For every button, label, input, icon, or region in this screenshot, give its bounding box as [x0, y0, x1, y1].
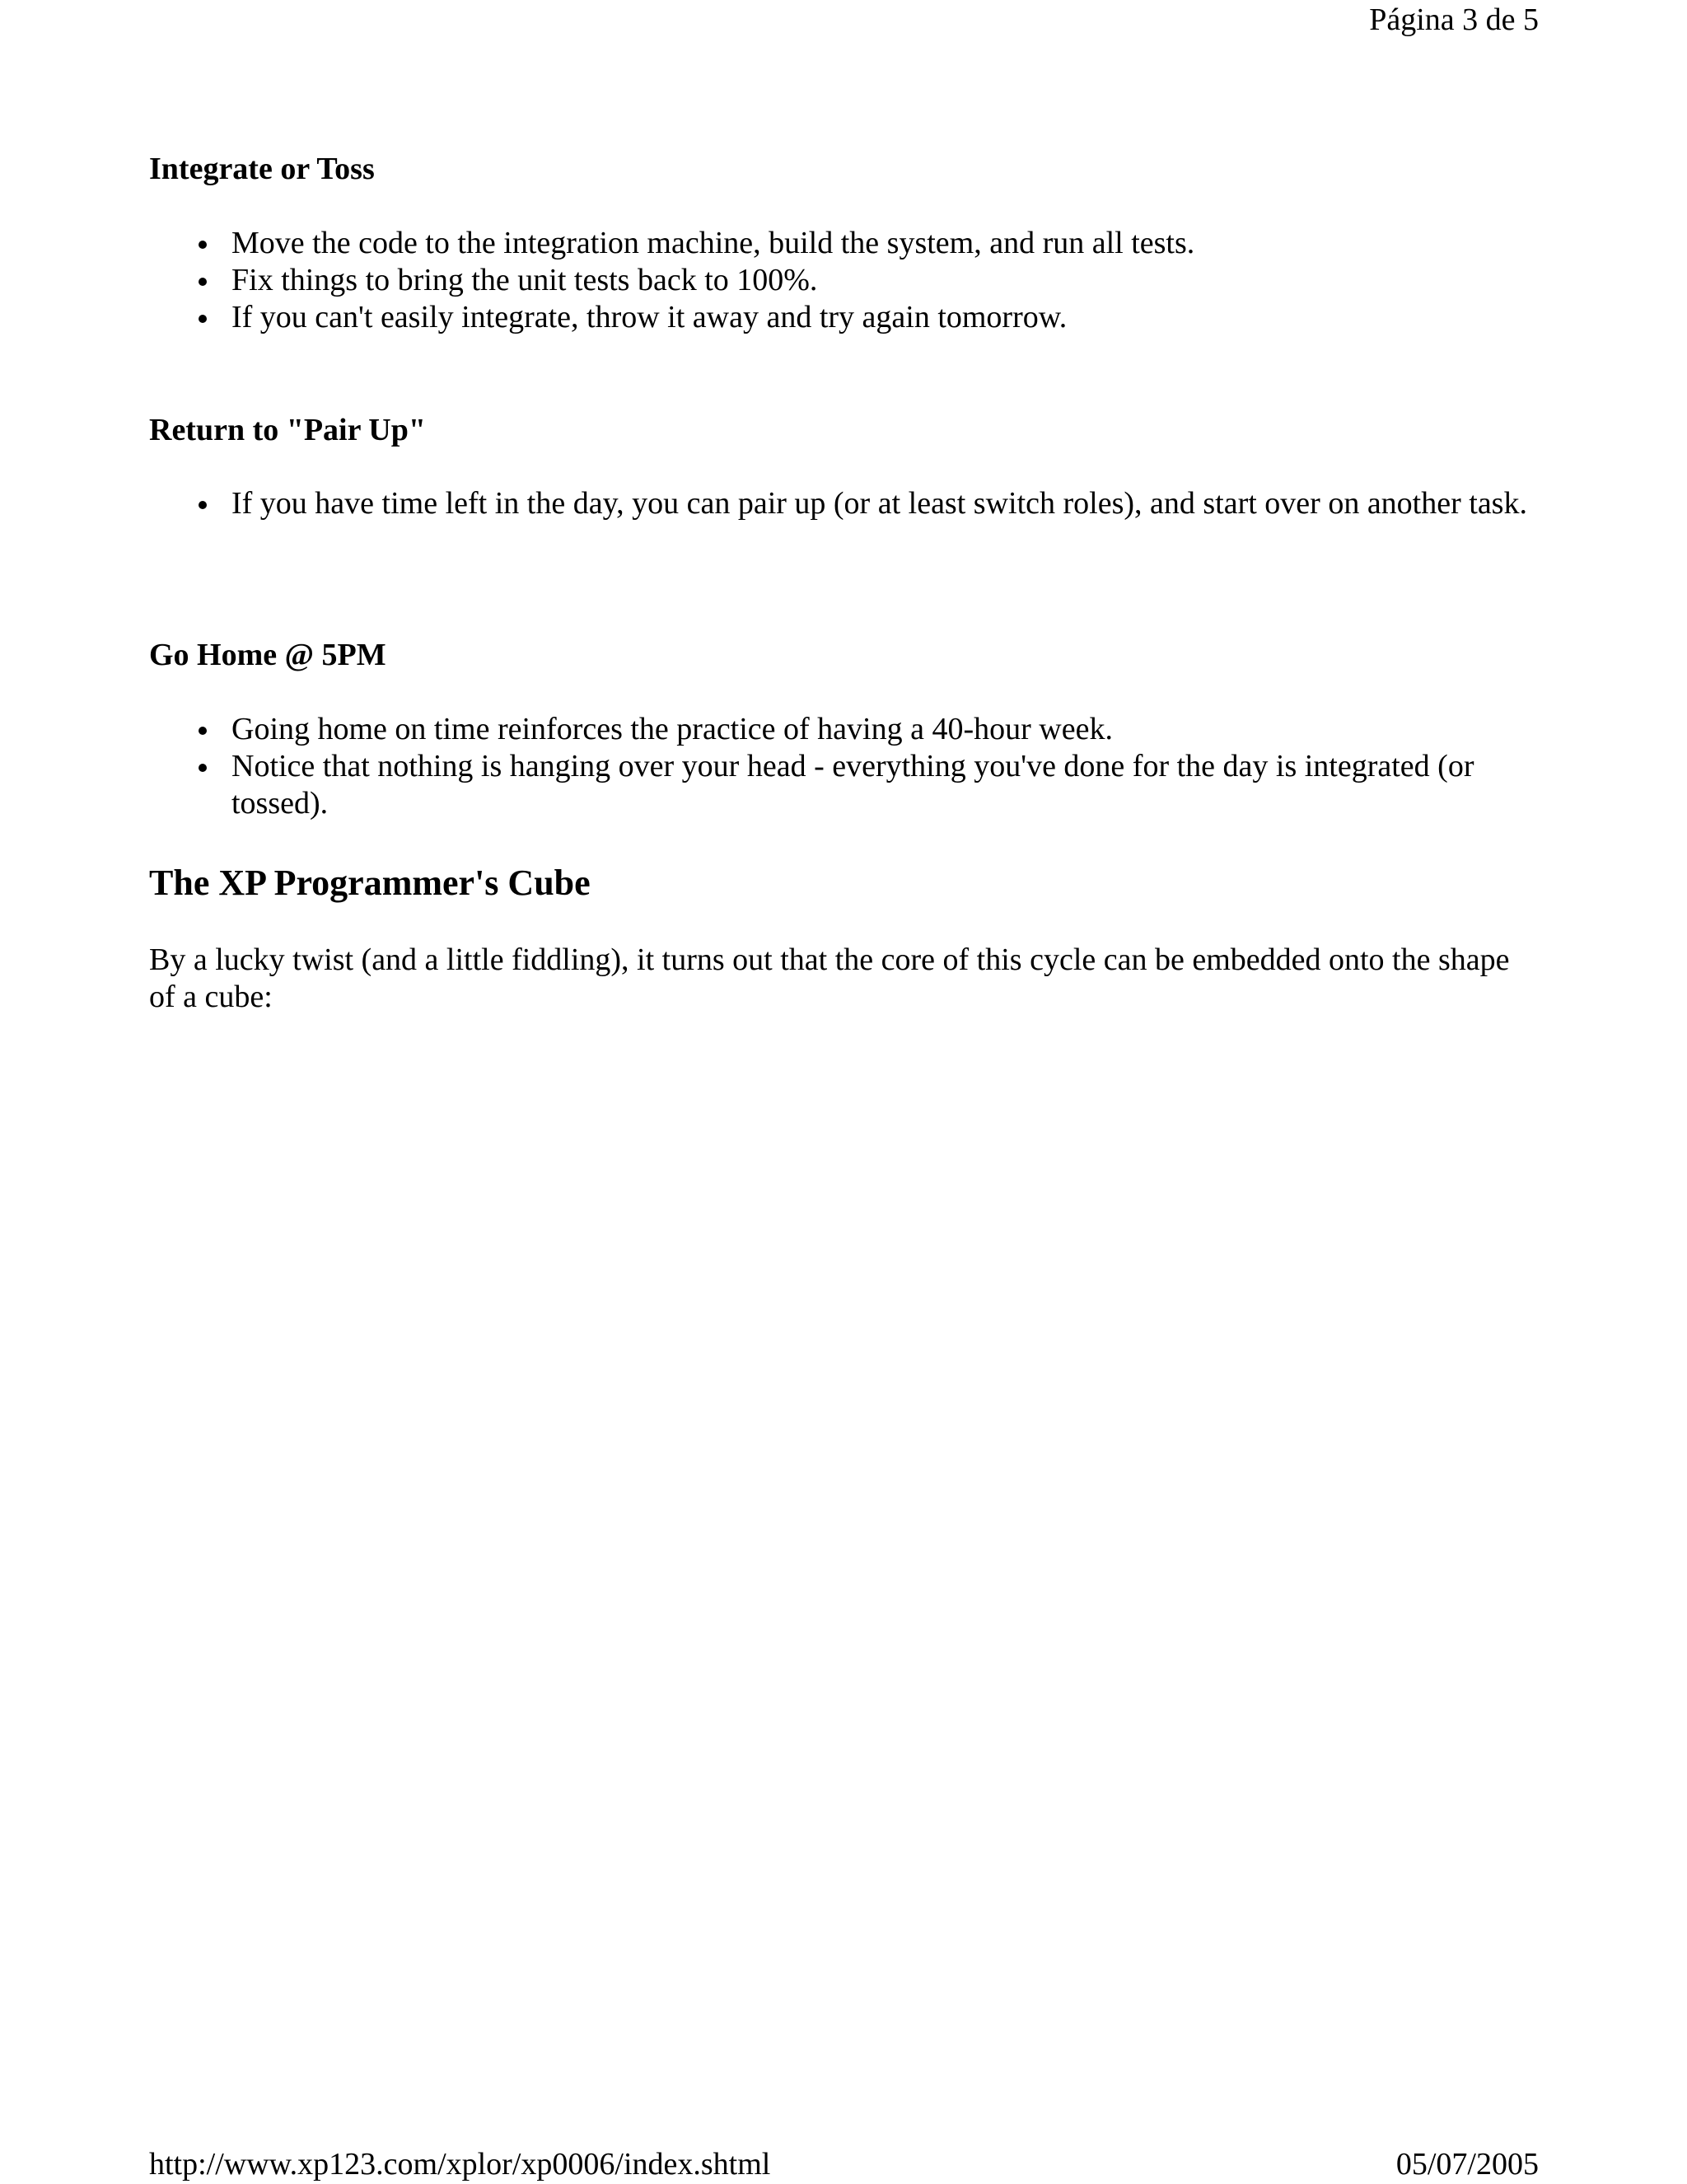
bullet-icon: [199, 241, 207, 249]
footer-url: http://www.xp123.com/xplor/xp0006/index.shtml: [149, 2147, 771, 2182]
section-list-go-home: [149, 711, 1541, 822]
list-item-text: Move the code to the integration machine, build the system, and run all tests.: [231, 226, 1195, 260]
section-list-integrate-or-toss: [149, 225, 1541, 336]
list-item-text: Fix things to bring the unit tests back to 100%.: [231, 263, 818, 297]
list-item: [149, 748, 1541, 822]
section-heading-go-home: Go Home @ 5PM: [149, 638, 386, 672]
list-item: [149, 262, 1541, 299]
list-item: [149, 711, 1541, 748]
bullet-icon: [199, 727, 207, 735]
bullet-icon: [199, 278, 207, 286]
section-heading-integrate-or-toss: Integrate or Toss: [149, 152, 375, 186]
list-item-text: If you have time left in the day, you can pair up (or at least switch roles), and start over on another task.: [231, 486, 1527, 521]
bullet-icon: [199, 764, 207, 772]
article-paragraph: By a lucky twist (and a little fiddling), it turns out that the core of this cycle can be embedded onto the shape of a cube:: [149, 942, 1510, 1014]
list-item-text: Notice that nothing is hanging over your head - everything you've done for the day is integrated (or tossed).: [231, 749, 1474, 821]
section-heading-return-to-pair-up: Return to "Pair Up": [149, 413, 426, 447]
page-indicator: Página 3 de 5: [1369, 2, 1539, 37]
bullet-icon: [199, 315, 207, 323]
list-item-text: Going home on time reinforces the practice of having a 40-hour week.: [231, 712, 1113, 746]
article-heading: The XP Programmer's Cube: [149, 863, 591, 903]
list-item-text: If you can't easily integrate, throw it away and try again tomorrow.: [231, 300, 1068, 334]
footer-date: 05/07/2005: [1395, 2147, 1539, 2182]
section-list-return-to-pair-up: [149, 485, 1541, 522]
list-item: [149, 485, 1541, 522]
list-item: [149, 225, 1541, 262]
bullet-icon: [199, 501, 207, 509]
list-item: [149, 299, 1541, 336]
